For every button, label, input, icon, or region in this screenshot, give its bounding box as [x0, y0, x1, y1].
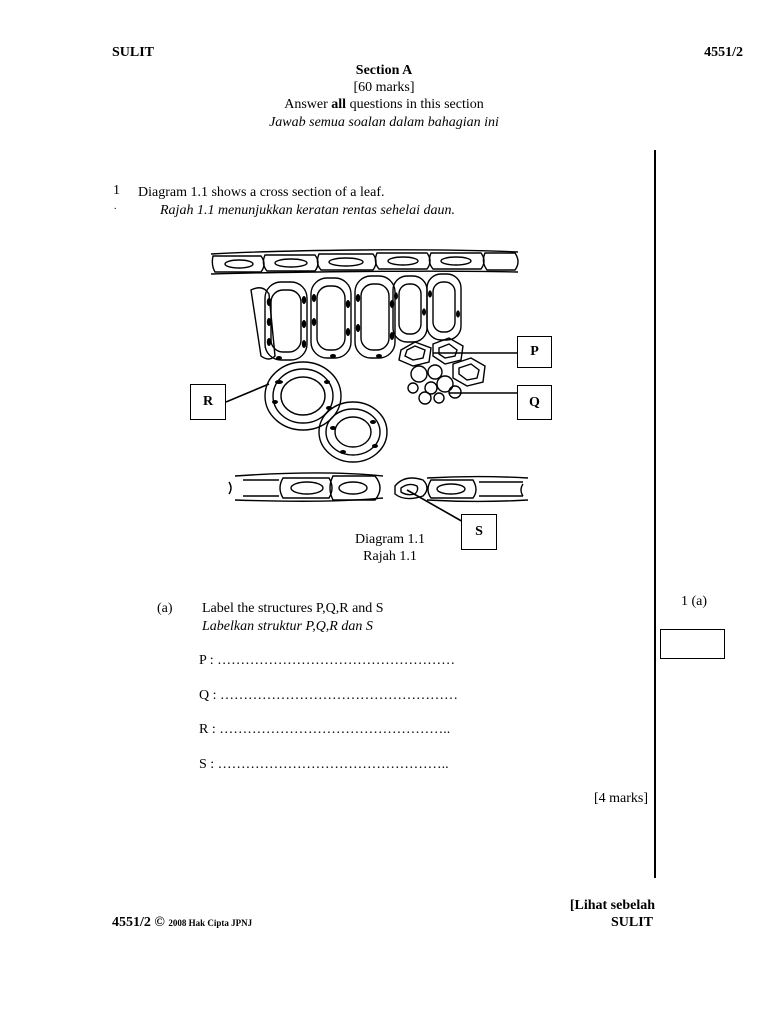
- label-box-r: R: [190, 384, 226, 420]
- label-box-p: P: [517, 336, 552, 368]
- instruction-post: questions in this section: [346, 97, 484, 112]
- diagram-caption-malay: Rajah 1.1: [363, 549, 417, 564]
- instruction-pre: Answer: [284, 97, 332, 112]
- instruction-bold: all: [331, 97, 347, 112]
- footer-code-text: 4551/2 ©: [112, 915, 165, 930]
- answer-line-q[interactable]: Q : ……………………………………………: [199, 688, 458, 703]
- footer-copyright: 2008 Hak Cipta JPNJ: [168, 918, 253, 928]
- question-number: 1: [113, 183, 120, 198]
- section-marks: [60 marks]: [353, 80, 415, 95]
- part-a-text-malay: Labelkan struktur P,Q,R dan S: [202, 619, 373, 634]
- question-number-dot: .: [114, 201, 117, 212]
- part-a-marks: [4 marks]: [593, 791, 648, 806]
- footer-sulit: SULIT: [610, 915, 653, 930]
- margin-item-label: 1 (a): [681, 594, 708, 609]
- part-a-letter: (a): [157, 601, 173, 616]
- label-box-q: Q: [517, 385, 552, 420]
- section-instruction: [0, 97, 768, 113]
- header-sulit: SULIT: [112, 45, 155, 60]
- margin-rule: [654, 150, 656, 878]
- footer-code: [112, 915, 252, 931]
- footer-turn-over: [Lihat sebelah: [569, 898, 655, 913]
- section-instruction-malay: Jawab semua soalan dalam bahagian ini: [269, 115, 499, 130]
- leaf-cross-section-diagram: [183, 232, 548, 524]
- answer-line-p[interactable]: P : ……………………………………………: [199, 653, 456, 668]
- diagram-caption: Diagram 1.1: [355, 532, 425, 547]
- header-paper-code: 4551/2: [704, 45, 743, 60]
- answer-line-r[interactable]: R : …………………………………………..: [199, 722, 451, 737]
- question-text: Diagram 1.1 shows a cross section of a leaf.: [138, 185, 385, 200]
- part-a-text: Label the structures P,Q,R and S: [202, 601, 384, 616]
- margin-score-box[interactable]: [660, 629, 725, 659]
- label-box-s: S: [461, 514, 497, 550]
- question-text-malay: Rajah 1.1 menunjukkan keratan rentas sehelai daun.: [160, 203, 455, 218]
- section-title: Section A: [355, 63, 413, 78]
- leaf-cross-section-drawing: [183, 232, 548, 524]
- answer-line-s[interactable]: S : …………………………………………..: [199, 757, 449, 772]
